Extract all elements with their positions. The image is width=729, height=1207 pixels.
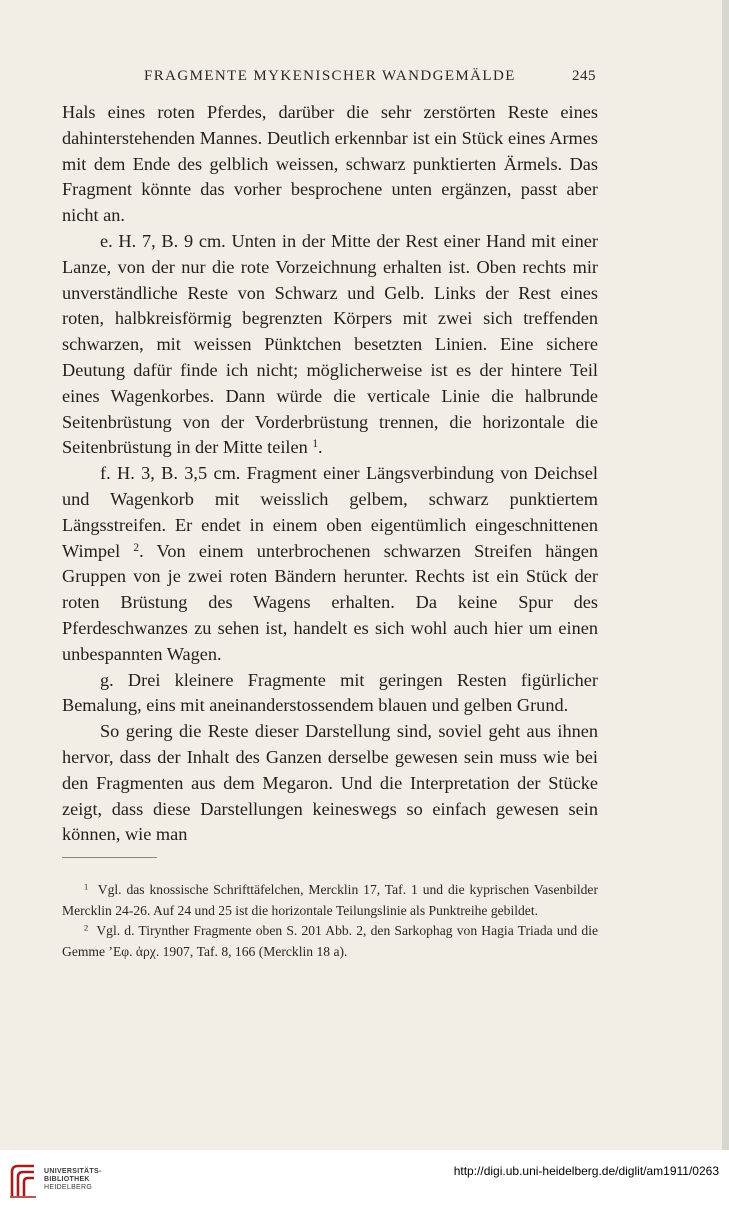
page-number: 245	[572, 68, 596, 84]
footnote-2-mark: 2	[84, 922, 89, 933]
footnote-divider	[62, 857, 157, 858]
paragraph-3	[62, 461, 598, 667]
paragraph-4: g. Drei kleinere Fragmente mit geringen Resten figürlicher Bemalung, eins mit aneinanderstossendem blauen und gelben Grund.	[62, 669, 598, 716]
paragraph-1: Hals eines roten Pferdes, darüber die sehr zerstörten Reste eines dahinterstehenden Mannes. Deutlich erkennbar ist ein Stück eines Armes mit dem Ende des gelblich weissen, schwarz punktierten Ärmels. Das Fragment könnte das vorher besprochene unten ergänzen, passt aber nicht an.	[62, 102, 598, 226]
footnote-2	[62, 921, 598, 962]
viewer-footer	[0, 1150, 729, 1207]
running-head-title: FRAGMENTE MYKENISCHER WANDGEMÄLDE	[144, 68, 516, 84]
paragraph-3-text-a: f. H. 3, B. 3,5 cm. Fragment einer Längsverbindung von Deichsel und Wagenkorb mit weisslich gelbem, schwarz punktiertem Längsstreifen. Er endet in einem oben eigentümlich eingeschnittenen Wimpel	[62, 463, 598, 561]
paragraph-2-end: .	[318, 437, 323, 458]
library-line-2: BIBLIOTHEK	[44, 1176, 90, 1183]
university-library-logo-icon	[8, 1162, 40, 1200]
footnote-ref-1: 1	[312, 438, 318, 451]
footnote-1	[62, 880, 598, 921]
permalink-url[interactable]: http://digi.ub.uni-heidelberg.de/diglit/am1911/0263	[453, 1164, 719, 1178]
footnote-1-mark: 1	[84, 881, 89, 892]
library-name	[44, 1168, 102, 1192]
body-text	[62, 100, 598, 848]
paragraph-2-text: e. H. 7, B. 9 cm. Unten in der Mitte der Rest einer Hand mit einer Lanze, von der nur die rote Vorzeichnung erhalten ist. Oben rechts mir unverständliche Reste von Schwarz und Gelb. Links der Rest eines roten, halbkreisförmig begrenzten Körpers mit zwei sich treffenden schwarzen, mit weissen Pünktchen besetzten Linien. Eine sichere Deutung dafür finde ich nicht; möglicherweise ist es der hintere Teil eines Wagenkorbes. Dann würde die verticale Linie die halbrunde Seitenbrüstung von der Vorderbrüstung trennen, die horizontale die Seitenbrüstung in der Mitte teilen	[62, 230, 598, 458]
paragraph-5: So gering die Reste dieser Darstellung sind, soviel geht aus ihnen hervor, dass der Inhalt des Ganzen derselbe gewesen sein muss wie bei den Fragmenten aus dem Megaron. Und die Interpretation der Stücke zeigt, dass diese Darstellungen keineswegs so einfach gewesen sein können, wie man	[62, 721, 598, 845]
paragraph-2	[62, 229, 598, 461]
library-line-3: HEIDELBERG	[44, 1184, 93, 1191]
running-head	[62, 68, 596, 90]
paragraph-3-text-b: . Von einem unterbrochenen schwarzen Streifen hängen Gruppen von je zwei roten Bändern herunter. Rechts ist ein Stück der roten Brüstung des Wagens erhalten. Da keine Spur des Pferdeschwanzes zu sehen ist, handelt es sich wohl auch hier um einen unbespannten Wagen.	[62, 540, 598, 664]
footnote-2-text: Vgl. d. Tirynther Fragmente oben S. 201 Abb. 2, den Sarkophag von Hagia Triada und die Gemme ’Εφ. ἀρχ. 1907, Taf. 8, 166 (Mercklin 18 a).	[62, 923, 598, 959]
footnote-1-text: Vgl. das knossische Schrifttäfelchen, Mercklin 17, Taf. 1 und die kyprischen Vasenbilder Mercklin 24-26. Auf 24 und 25 ist die horizontale Teilungslinie als Punktreihe gebildet.	[62, 882, 598, 918]
footnotes	[62, 880, 598, 962]
library-line-1: UNIVERSITÄTS-	[44, 1168, 102, 1175]
footnote-ref-2: 2	[133, 541, 140, 554]
page-edge	[722, 0, 729, 1150]
